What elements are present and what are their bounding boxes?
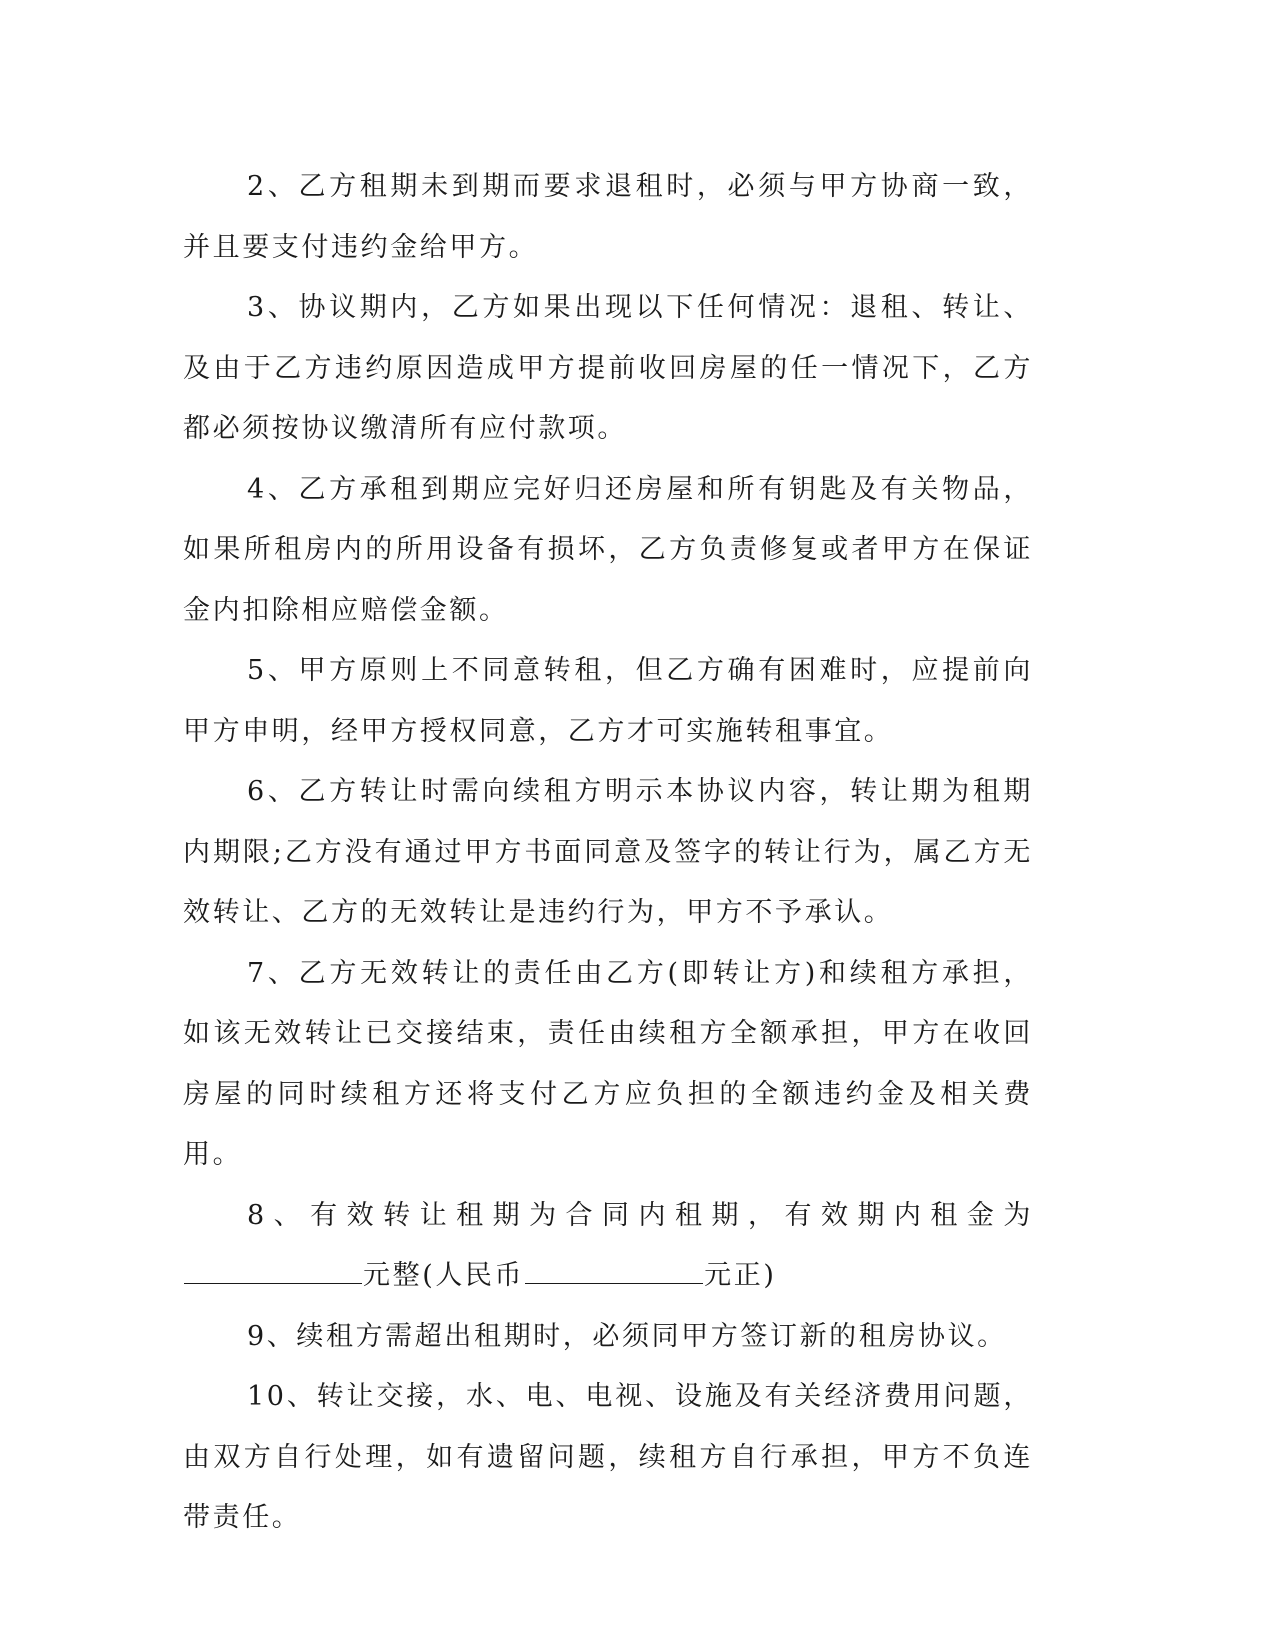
clause-text: 、协议期内，乙方如果出现以下任何情况：退租、转让、及由于乙方违约原因造成甲方提前收回房屋的任一情况下，乙方都必须按协议缴清所有应付款项。 (183, 292, 1033, 444)
clause-number: 9 (247, 1320, 267, 1352)
clause-4 (183, 460, 1033, 642)
clause-text: 、乙方无效转让的责任由乙方(即转让方)和续租方承担，如该无效转让已交接结束，责任由续租方全额承担，甲方在收回房屋的同时续租方还将支付乙方应负担的全额违约金及相关费用。 (183, 957, 1033, 1170)
clause-8 (183, 1186, 1033, 1307)
clause-number: 8 (247, 1199, 267, 1231)
clause-2 (183, 157, 1033, 278)
clause-text: 、乙方承租到期应完好归还房屋和所有钥匙及有关物品，如果所租房内的所用设备有损坏，乙方负责修复或者甲方在保证金内扣除相应赔偿金额。 (183, 473, 1033, 626)
clause-9 (183, 1307, 1033, 1368)
clause-text: 元整(人民币 (363, 1260, 525, 1291)
clause-7 (183, 944, 1033, 1186)
clause-text: 、乙方租期未到期而要求退租时，必须与甲方协商一致，并且要支付违约金给甲方。 (183, 171, 1033, 263)
clause-number: 5 (247, 655, 267, 686)
clause-10 (183, 1367, 1033, 1549)
document-body (183, 157, 1033, 1549)
rmb-amount-blank[interactable] (525, 1261, 703, 1284)
clause-text: 、转让交接，水、电、电视、设施及有关经济费用问题，由双方自行处理，如有遗留问题，续租方自行承担，甲方不负连带责任。 (183, 1381, 1033, 1533)
clause-5 (183, 641, 1033, 762)
clause-6 (183, 762, 1033, 944)
clause-number: 6 (247, 776, 267, 807)
clause-number: 3 (247, 292, 267, 323)
clause-text: 、乙方转让时需向续租方明示本协议内容，转让期为租期内期限;乙方没有通过甲方书面同意及签字的转让行为，属乙方无效转让、乙方的无效转让是违约行为，甲方不予承认。 (183, 776, 1033, 928)
clause-text: 、甲方原则上不同意转租，但乙方确有困难时，应提前向甲方申明，经甲方授权同意，乙方才可实施转租事宜。 (183, 655, 1033, 747)
clause-number: 10 (247, 1381, 287, 1412)
clause-text: 、有效转让租期为合同内租期，有效期内租金为 (266, 1199, 1033, 1231)
clause-text: 、续租方需超出租期时，必须同甲方签订新的租房协议。 (266, 1320, 1007, 1352)
clause-number: 4 (247, 473, 267, 505)
rent-amount-blank[interactable] (184, 1261, 362, 1284)
clause-number: 7 (247, 957, 267, 989)
clause-number: 2 (247, 171, 267, 202)
clause-3 (183, 278, 1033, 460)
clause-text: 元正) (704, 1260, 777, 1291)
